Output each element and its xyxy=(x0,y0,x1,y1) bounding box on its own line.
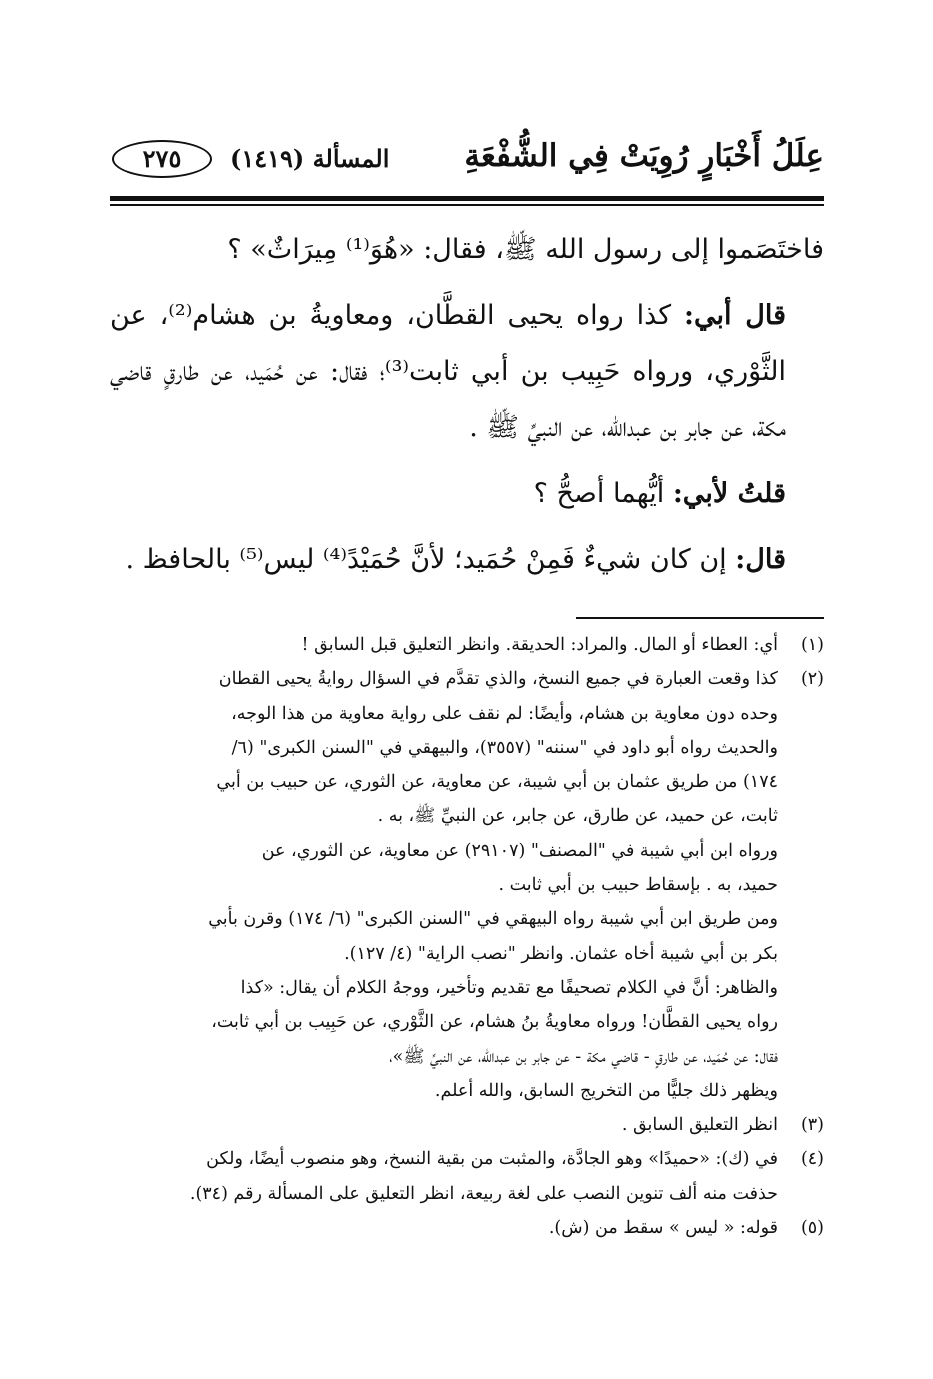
issue-label: المسألة (١٤١٩) xyxy=(230,144,390,173)
paragraph-text: كذا رواه يحيى القطَّان، ومعاويةُ بن هشام⁽²⁾، عن الثَّوْري، ورواه حَبِيب بن أبي ثابت⁽³⁾؛ فقال: عن حُمَيد، عن طارقٍ قاضي مكة، عن جابر بن عبدالله، عن النبيِّ ﷺ . xyxy=(110,300,787,443)
footnote-line: والظاهر: أنَّ في الكلام تصحيفًا مع تقديم وتأخير، ووجهُ الكلام أن يقال: «كذا xyxy=(240,977,778,998)
paragraph-answer xyxy=(110,532,824,588)
page-number-badge: ٢٧٥ xyxy=(112,140,212,178)
footnote-1 xyxy=(110,628,824,662)
footnote-line: قوله: « ليس » سقط من (ش). xyxy=(548,1218,778,1239)
footnote-number: (٥) xyxy=(800,1218,824,1239)
footnote-line: ثابت، عن حميد، عن طارق، عن جابر، عن النبيِّ ﷺ، به . xyxy=(377,806,778,827)
footnote-line: والحديث رواه أبو داود في "سننه" (٣٥٥٧)، والبيهقي في "السنن الكبرى" (٦/ xyxy=(231,737,778,758)
footnote-line: كذا وقعت العبارة في جميع النسخ، والذي تقدَّم في السؤال روايةُ يحيى القطان xyxy=(218,669,778,690)
footnote-2 xyxy=(110,662,824,1108)
speaker-label: قال: xyxy=(735,544,786,575)
footnote-number: (١) xyxy=(800,635,824,655)
footnote-line: حميد، به . بإسقاط حبيب بن أبي ثابت . xyxy=(498,875,778,896)
main-text xyxy=(110,222,824,588)
footnote-line: ومن طريق ابن أبي شيبة رواه البيهقي في "السنن الكبرى" (٦/ ١٧٤) وقرن بأبي xyxy=(208,909,778,930)
footnote-3 xyxy=(110,1108,824,1142)
footnote-line: في (ك): «حميدًا» وهو الجادَّة، والمثبت من بقية النسخ، وهو منصوب أيضًا، ولكن xyxy=(206,1149,778,1170)
paragraph-text: إن كان شيءٌ فَمِنْ حُمَيد؛ لأنَّ حُمَيْدً⁽⁴⁾ ليس⁽⁵⁾ بالحافظ . xyxy=(125,544,727,575)
footnote-line: ويظهر ذلك جليًّا من التخريج السابق، والله أعلم. xyxy=(434,1080,778,1101)
footnote-line: بكر بن أبي شيبة أخاه عثمان. وانظر "نصب الراية" (٤/ ١٢٧). xyxy=(344,943,778,964)
paragraph-question xyxy=(110,466,824,522)
footnote-separator xyxy=(576,617,824,619)
footnote-number: (٢) xyxy=(800,669,824,690)
footnote-4 xyxy=(110,1142,824,1211)
footnote-line: ١٧٤) من طريق عثمان بن أبي شيبة، عن معاوية، عن الثوري، عن حبيب بن أبي xyxy=(216,772,778,793)
paragraph-text: أيُّهما أصحُّ ؟ xyxy=(533,478,665,509)
footnote-line: وحده دون معاوية بن هشام، وأيضًا: لم نقف على رواية معاوية من هذا الوجه، xyxy=(231,703,778,724)
footnote-5 xyxy=(110,1211,824,1245)
footnote-number: (٤) xyxy=(800,1149,824,1170)
main-line-1: فاختَصَموا إلى رسول الله ﷺ، فقال: «هُوَ⁽¹⁾ مِيرَاثٌ» ؟ xyxy=(227,234,824,265)
paragraph-abi-answer xyxy=(110,288,824,456)
footnote-number: (٣) xyxy=(800,1115,824,1136)
footnote-line: انظر التعليق السابق . xyxy=(621,1115,778,1136)
page-header xyxy=(112,136,824,192)
speaker-label: قلتُ لأبي: xyxy=(672,478,786,509)
book-title: عِلَلُ أَخْبَارٍ رُوِيَتْ فِي الشُّفْعَةِ xyxy=(464,138,824,174)
footnote-line: فقال: عن حُمَيد، عن طارقٍ - قاضي مكة - عن جابر بن عبدالله، عن النبيِّ ﷺ»، xyxy=(389,1046,778,1067)
speaker-label: قال أبي: xyxy=(684,300,786,331)
header-rule-thin xyxy=(110,204,824,206)
footnote-line: أي: العطاء أو المال. والمراد: الحديقة. وانظر التعليق قبل السابق ! xyxy=(301,635,778,655)
footnote-line: حذفت منه ألف تنوين النصب على لغة ربيعة، انظر التعليق على المسألة رقم (٣٤). xyxy=(189,1183,778,1204)
footnote-line: رواه يحيى القطَّان! ورواه معاويةُ بنُ هشام، عن الثَّوْري، عن حَبِيب بن أبي ثابت، xyxy=(211,1012,778,1033)
footnotes xyxy=(110,628,824,1245)
footnote-line: ورواه ابن أبي شيبة في "المصنف" (٢٩١٠٧) عن معاوية، عن الثوري، عن xyxy=(261,840,778,861)
header-rule-thick xyxy=(110,196,824,201)
